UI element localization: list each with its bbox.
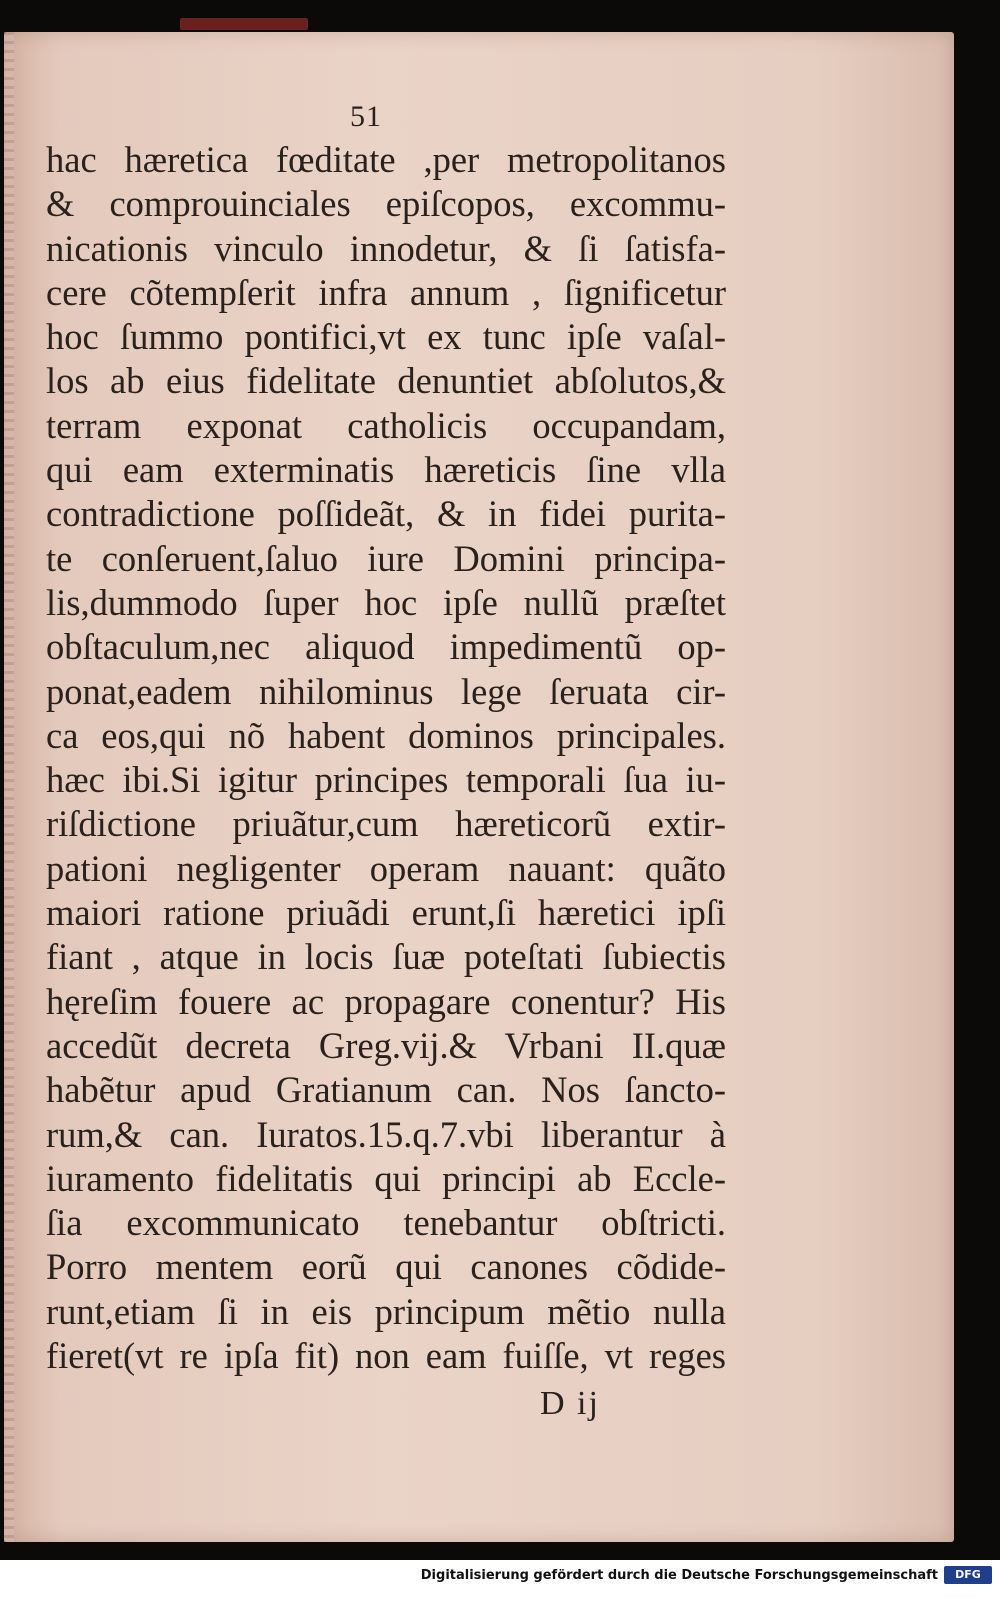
text-line: accedũt decreta Greg.vij.& Vrbani II.quæ xyxy=(46,1024,726,1066)
text-line: lis,dummodo ſuper hoc ipſe nullũ præſtet xyxy=(46,581,726,623)
text-line: ſia excommunicato tenebantur obſtricti. xyxy=(46,1202,726,1244)
text-line: rum,& can. Iuratos.15.q.7.vbi liberantur à xyxy=(46,1113,726,1155)
text-line: hac hæretica fœditate ,per metropolitanos xyxy=(46,139,726,180)
text-line: obſtaculum,nec aliquod impedimentũ op- xyxy=(46,626,726,668)
text-line: pationi negligenter operam nauant: quãto xyxy=(46,847,726,889)
text-line: fiant , atque in locis ſuæ poteſtati ſubiectis xyxy=(46,936,726,978)
text-line: riſdictione priuãtur,cum hæreticorũ extir- xyxy=(46,803,726,845)
page-number: 51 xyxy=(350,100,382,133)
text-line: hęreſim fouere ac propagare conentur? His xyxy=(46,980,726,1022)
text-line: contradictione poſſideãt, & in fidei purita- xyxy=(46,493,726,535)
text-line: & comprouinciales epiſcopos, excommu- xyxy=(46,183,726,225)
binding-tab xyxy=(180,18,308,30)
signature-mark: D ij xyxy=(540,1385,600,1422)
footer-bar xyxy=(0,1560,1000,1599)
body-text xyxy=(46,138,726,1378)
text-line: Porro mentem eorũ qui canones cõdide- xyxy=(46,1246,726,1288)
text-line: qui eam exterminatis hæreticis ſine vlla xyxy=(46,449,726,491)
text-line: los ab eius fidelitate denuntiet abſolutos,& xyxy=(46,360,726,402)
text-line: ca eos,qui nõ habent dominos principales. xyxy=(46,714,726,756)
page-edge xyxy=(4,32,14,1542)
text-line: iuramento fidelitatis qui principi ab Eccle- xyxy=(46,1157,726,1199)
text-line: te conſeruent,ſaluo iure Domini principa- xyxy=(46,537,726,579)
text-line: hæc ibi.Si igitur principes temporali ſua iu- xyxy=(46,759,726,801)
text-line: hoc ſummo pontifici,vt ex tunc ipſe vaſal- xyxy=(46,316,726,358)
text-line: maiori ratione priuãdi erunt,ſi hæretici ipſi xyxy=(46,892,726,934)
funding-credit: Digitalisierung gefördert durch die Deutsche Forschungsgemeinschaft xyxy=(420,1568,938,1583)
text-line: habẽtur apud Gratianum can. Nos ſancto- xyxy=(46,1069,726,1111)
text-line: ponat,eadem nihilominus lege ſeruata cir- xyxy=(46,670,726,712)
text-line: cere cõtempſerit infra annum , ſignificetur xyxy=(46,271,726,313)
text-line: runt,etiam ſi in eis principum mẽtio nulla xyxy=(46,1290,726,1332)
text-line: terram exponat catholicis occupandam, xyxy=(46,404,726,446)
text-line: fieret(vt re ipſa fit) non eam fuiſſe, vt reges xyxy=(46,1335,726,1377)
dfg-logo[interactable]: DFG xyxy=(944,1566,992,1584)
text-line: nicationis vinculo innodetur, & ſi ſatisfa- xyxy=(46,227,726,269)
